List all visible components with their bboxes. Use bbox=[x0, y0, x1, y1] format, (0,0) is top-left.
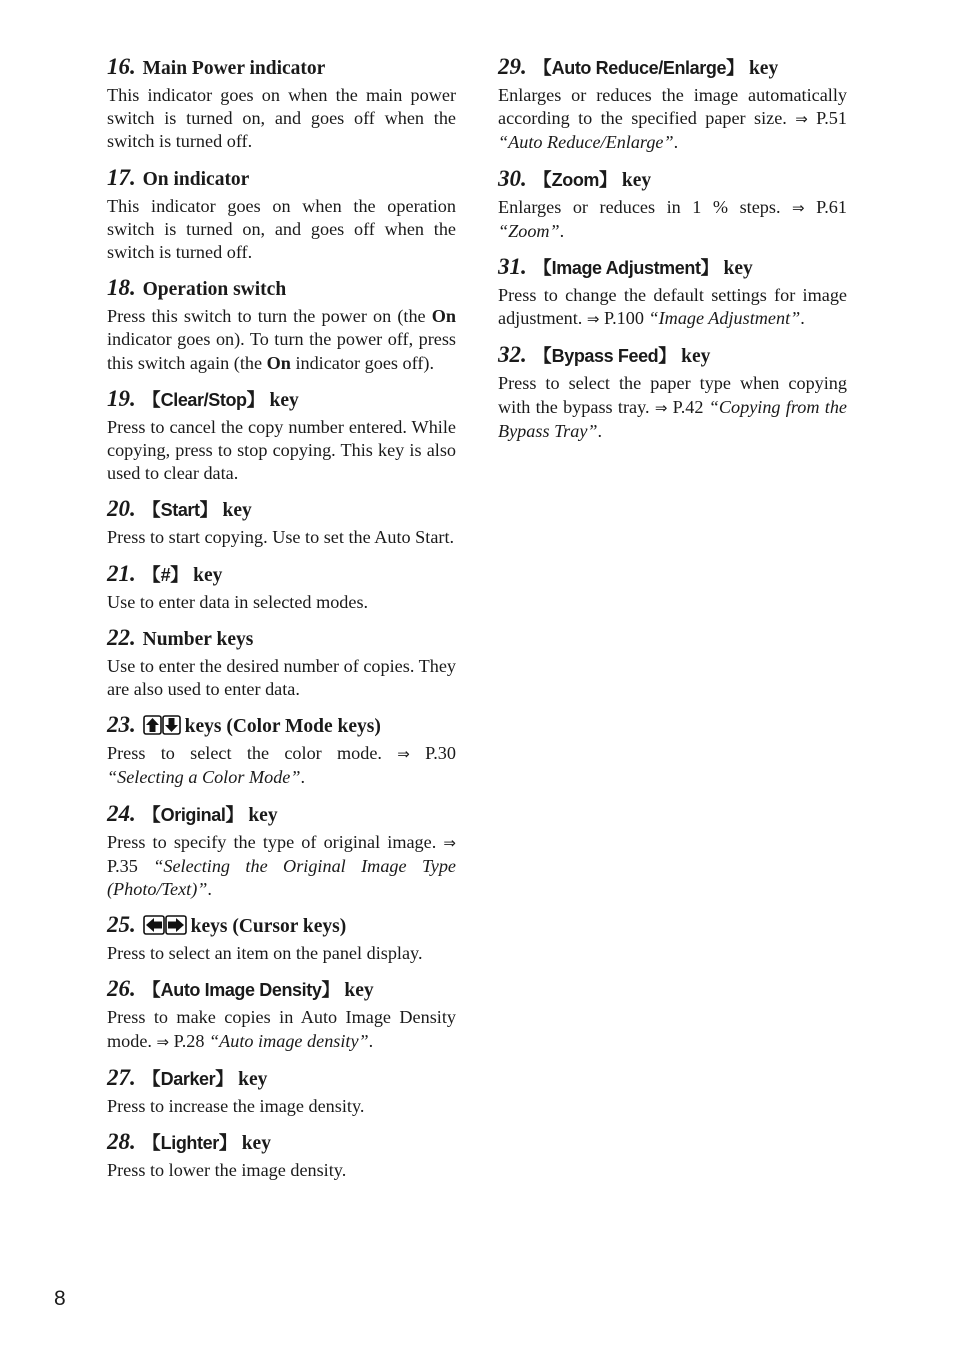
cross-reference: “Auto image density” bbox=[209, 1030, 369, 1051]
item-17-on-indicator bbox=[107, 166, 456, 265]
item-26-auto-image-density-key bbox=[107, 977, 456, 1053]
item-20-start-key bbox=[107, 497, 456, 549]
item-heading: 22. Number keys bbox=[107, 624, 254, 650]
item-description: Press to lower the image density. bbox=[107, 1160, 347, 1181]
item-description: Use to enter data in selected modes. bbox=[107, 591, 369, 612]
item-heading: 28. 【 Lighter 】 key bbox=[107, 1130, 456, 1156]
right-column bbox=[498, 55, 847, 455]
page-number: 8 bbox=[54, 1287, 66, 1310]
item-description: Press to make copies in Auto Image Density mode. ⇒ P.28 “Auto image density”. bbox=[107, 1007, 456, 1051]
item-description: Press to cancel the copy number entered. While copying, press to stop copying. This key is also used to clear data. bbox=[107, 416, 456, 484]
item-heading: 29. 【 Auto Reduce/Enlarge 】 key bbox=[498, 55, 847, 81]
key-label: 【 Lighter 】 bbox=[143, 1133, 237, 1153]
cross-reference: “Selecting a Color Mode” bbox=[107, 767, 301, 788]
key-label: 【 Darker 】 bbox=[143, 1069, 234, 1089]
key-label: 【 Auto Reduce/Enlarge 】 bbox=[534, 58, 744, 78]
item-heading: 26. 【 Auto Image Density 】 key bbox=[107, 977, 456, 1003]
item-heading: 27. 【 Darker 】 key bbox=[107, 1066, 456, 1092]
item-24-original-key bbox=[107, 802, 456, 902]
item-23-color-mode-keys bbox=[107, 713, 456, 789]
cross-reference: “Selecting the Original Image Type (Photo/Text)” bbox=[107, 855, 456, 900]
item-heading: 20. 【 Start 】 key bbox=[107, 497, 456, 523]
item-description: Press this switch to turn the power on (the On indicator goes on). To turn the power off, press this switch again (the On indicator goes off). bbox=[107, 306, 456, 373]
left-right-arrow-keys-icon bbox=[143, 915, 187, 935]
key-label: 【 Auto Image Density 】 bbox=[143, 980, 340, 1000]
item-heading: 31. 【 Image Adjustment 】 key bbox=[498, 255, 847, 281]
item-description: Press to change the default settings for image adjustment. ⇒ P.100 “Image Adjustment”. bbox=[498, 285, 847, 329]
key-label: 【 Bypass Feed 】 bbox=[534, 346, 677, 366]
cross-reference: “Zoom” bbox=[498, 220, 560, 241]
item-heading: 21. 【 # 】 key bbox=[107, 562, 456, 588]
item-heading: 30. 【 Zoom 】 key bbox=[498, 167, 847, 193]
item-heading: 17. On indicator bbox=[107, 164, 250, 190]
item-27-darker-key bbox=[107, 1066, 456, 1118]
item-description: Press to start copying. Use to set the Auto Start. bbox=[107, 527, 455, 548]
item-description: Use to enter the desired number of copies. They are also used to enter data. bbox=[107, 655, 456, 700]
item-28-lighter-key bbox=[107, 1130, 456, 1182]
left-column bbox=[107, 55, 456, 1194]
item-32-bypass-feed-key bbox=[498, 343, 847, 443]
key-label: 【 Image Adjustment 】 bbox=[534, 258, 719, 278]
item-heading: 32. 【 Bypass Feed 】 key bbox=[498, 343, 847, 369]
item-30-zoom-key bbox=[498, 167, 847, 243]
cross-reference: “Image Adjustment” bbox=[648, 308, 801, 329]
item-19-clear-stop-key bbox=[107, 387, 456, 486]
item-29-auto-reduce-enlarge-key bbox=[498, 55, 847, 155]
up-down-arrow-keys-icon bbox=[143, 715, 181, 735]
cross-reference: “Auto Reduce/Enlarge” bbox=[498, 132, 674, 153]
item-description: Press to select an item on the panel display. bbox=[107, 943, 423, 964]
item-description: Enlarges or reduces in 1 % steps. ⇒ P.61 “Zoom”. bbox=[498, 196, 847, 241]
key-label: 【 Start 】 bbox=[143, 500, 218, 520]
item-31-image-adjustment-key bbox=[498, 255, 847, 331]
key-label: 【 # 】 bbox=[143, 565, 189, 585]
item-heading: 18. Operation switch bbox=[107, 275, 287, 301]
key-label: 【 Clear/Stop 】 bbox=[143, 390, 265, 410]
item-16-main-power-indicator bbox=[107, 55, 456, 154]
item-25-cursor-keys bbox=[107, 913, 456, 965]
item-heading: 25. keys (Cursor keys) bbox=[107, 912, 347, 938]
item-heading: 24. 【 Original 】 key bbox=[107, 802, 456, 828]
key-label: 【 Zoom 】 bbox=[534, 170, 617, 190]
item-18-operation-switch bbox=[107, 276, 456, 375]
item-description: Press to select the paper type when copying with the bypass tray. ⇒ P.42 “Copying from the Bypass Tray”. bbox=[498, 373, 847, 441]
cross-reference: “Copying from the Bypass Tray” bbox=[498, 396, 847, 441]
item-heading: 19. 【 Clear/Stop 】 key bbox=[107, 387, 456, 413]
item-description: This indicator goes on when the main power switch is turned on, and goes off when the switch is turned off. bbox=[107, 85, 456, 152]
key-label: 【 Original 】 bbox=[143, 805, 244, 825]
item-description: This indicator goes on when the operation switch is turned on, and goes off when the switch is turned off. bbox=[107, 195, 456, 263]
item-22-number-keys bbox=[107, 626, 456, 701]
item-heading: 16. Main Power indicator bbox=[107, 54, 326, 79]
item-description: Press to select the color mode. ⇒ P.30 “Selecting a Color Mode”. bbox=[107, 743, 456, 788]
item-21-hash-key bbox=[107, 562, 456, 614]
item-description: Press to specify the type of original image. ⇒ P.35 “Selecting the Original Image Type (Photo/Text)”. bbox=[107, 831, 456, 900]
item-description: Enlarges or reduces the image automatically according to the specified paper size. ⇒ P.51 “Auto Reduce/Enlarge”. bbox=[498, 85, 847, 153]
item-description: Press to increase the image density. bbox=[107, 1095, 365, 1116]
item-heading: 23. keys (Color Mode keys) bbox=[107, 712, 381, 738]
